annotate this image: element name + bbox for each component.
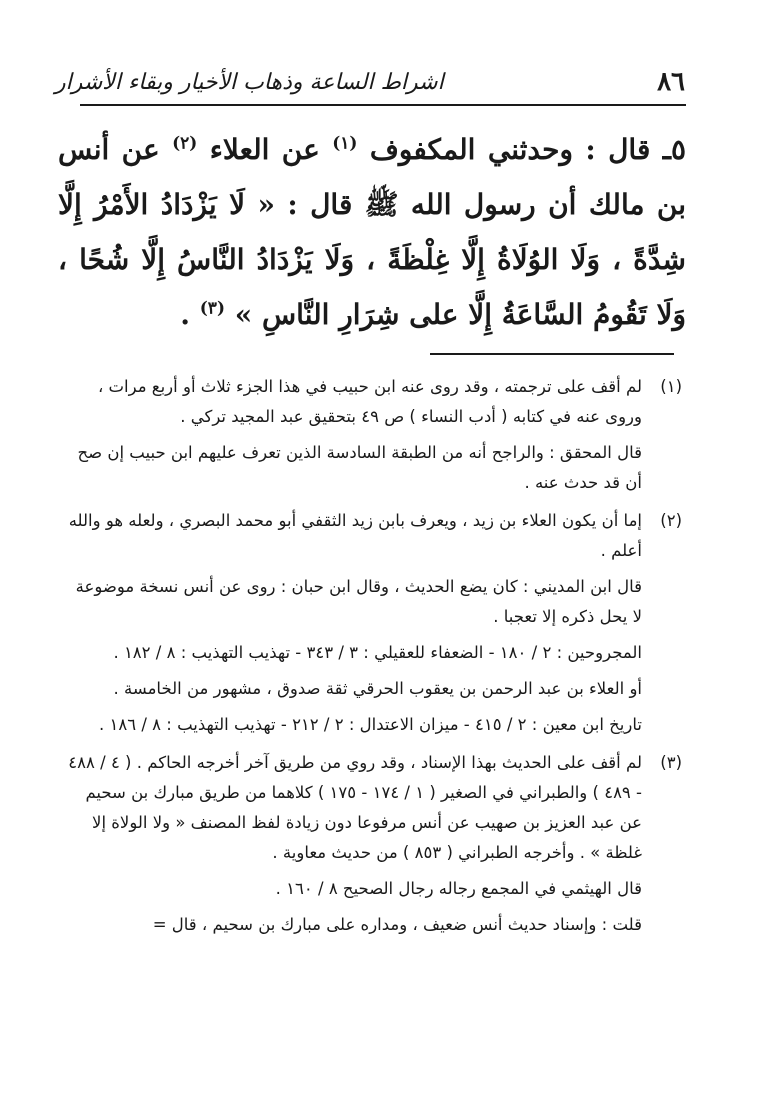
footnote-paragraph: تاريخ ابن معين : ٢ / ٤١٥ - ميزان الاعتدال : ٢ / ٢١٢ - تهذيب التهذيب : ٨ / ١٨٦ . xyxy=(98,715,642,734)
hadith-number: ٥ـ xyxy=(662,133,687,166)
footnote-2 xyxy=(62,506,682,740)
footnote-paragraph: لم أقف على ترجمته ، وقد روى عنه ابن حبيب في هذا الجزء ثلاث أو أربع مرات ، وروى عنه في كتابه ( أدب النساء ) ص ٤٩ بتحقيق عبد المجيد تركي . xyxy=(97,377,642,426)
footnote-number: (٣) xyxy=(660,753,682,772)
page-header xyxy=(55,62,685,102)
hadith-text-part-3: عن أنس بن مالك أن رسول الله ﷺ قال : « لَا يَزْدَادُ الأَمْرُ إِلَّا شِدَّةً ، وَلَا الوُلَاةُ إِلَّا غِلْظَةً ، وَلَا يَزْدَادُ النَّاسُ إِلَّا شُحًا ، وَلَا تَقُومُ السَّاعَةُ إِلَّا على شِرَارِ النَّاسِ » xyxy=(58,133,686,331)
footnote-paragraph: لم أقف على الحديث بهذا الإسناد ، وقد روي من طريق آخر أخرجه الحاكم . ( ٤ / ٤٨٨ - ٤٨٩ ) والطبراني في الصغير ( ١ / ١٧٤ - ١٧٥ ) كلاهما من طريق مبارك بن سحيم عن عبد العزيز بن صهيب عن أنس مرفوعا دون زيادة لفظ المصنف « ولا الولاة إلا غلظة » . وأخرجه الطبراني ( ٨٥٣ ) من حديث معاوية . xyxy=(68,753,642,862)
footnote-paragraph: قلت : وإسناد حديث أنس ضعيف ، ومداره على مبارك بن سحيم ، قال = xyxy=(152,915,642,934)
hadith-text-part-4: . xyxy=(180,298,200,331)
header-rule xyxy=(80,104,686,106)
footnote-number: (٢) xyxy=(660,511,682,530)
footnote-paragraph: قال المحقق : والراجح أنه من الطبقة السادسة الذين تعرف عليهم ابن حبيب إن صح أن قد حدث عنه . xyxy=(77,443,642,492)
footnote-paragraph: أو العلاء بن عبد الرحمن بن يعقوب الحرقي ثقة صدوق ، مشهور من الخامسة . xyxy=(113,679,642,698)
hadith-text-part-2: عن العلاء xyxy=(197,133,333,166)
running-title: اشراط الساعة وذهاب الأخيار وبقاء الأشرار xyxy=(55,69,444,95)
footnote-ref-1: (١) xyxy=(332,133,358,154)
footnote-1 xyxy=(62,372,682,498)
hadith-text-part-1: قال : وحدثني المكفوف xyxy=(357,133,651,166)
footnote-separator xyxy=(430,353,674,355)
footnote-3 xyxy=(62,748,682,940)
footnote-ref-3: (٣) xyxy=(199,298,225,319)
footnote-paragraph: المجروحين : ٢ / ١٨٠ - الضعفاء للعقيلي : ٣ / ٣٤٣ - تهذيب التهذيب : ٨ / ١٨٢ . xyxy=(113,643,642,662)
footnote-paragraph: إما أن يكون العلاء بن زيد ، ويعرف بابن زيد الثقفي أبو محمد البصري ، ولعله هو والله أعلم . xyxy=(68,511,642,560)
footnote-paragraph: قال الهيثمي في المجمع رجاله رجال الصحيح ٨ / ١٦٠ . xyxy=(275,879,642,898)
footnotes xyxy=(62,372,682,948)
footnote-paragraph: قال ابن المديني : كان يضع الحديث ، وقال ابن حبان : روى عن أنس نسخة موضوعة لا يحل ذكره إلا تعجبا . xyxy=(75,577,642,626)
footnote-ref-2: (٢) xyxy=(172,133,198,154)
footnote-number: (١) xyxy=(660,377,682,396)
page-number: ٨٦ xyxy=(657,67,685,97)
hadith-text xyxy=(58,122,686,342)
